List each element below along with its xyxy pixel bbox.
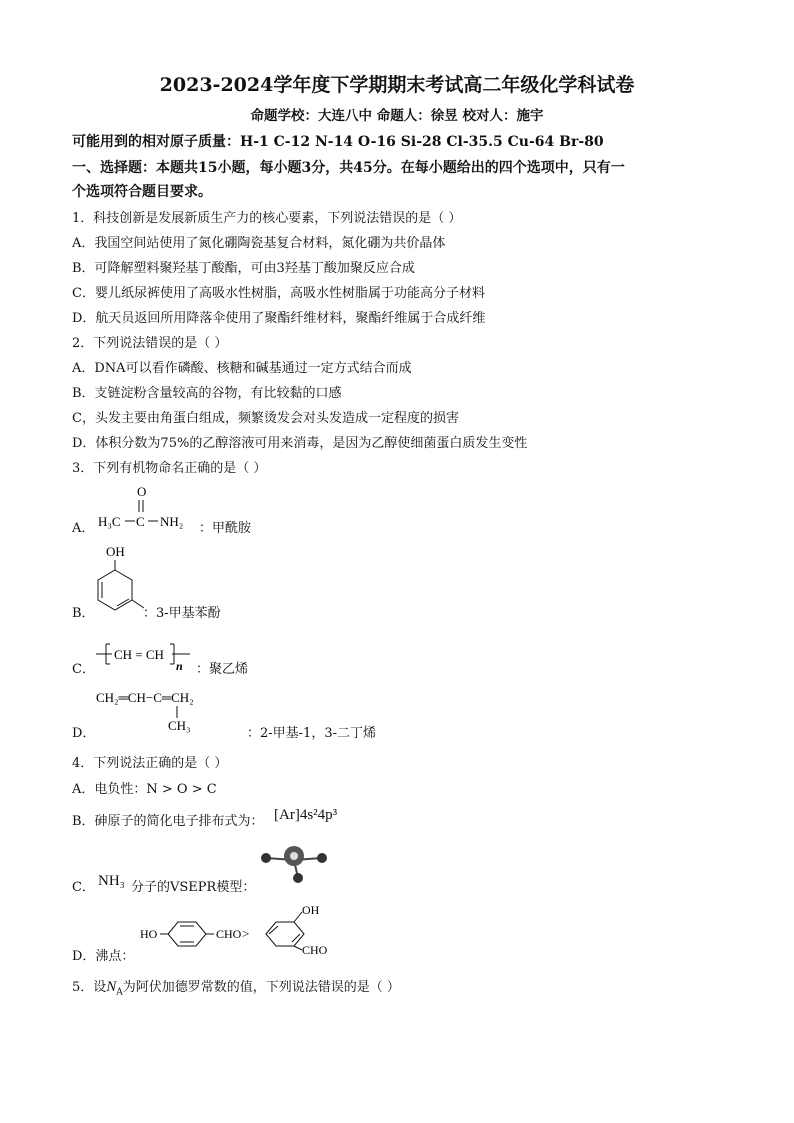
boiling-point-comparison: [138, 898, 348, 960]
q4-option-b-text: B．砷原子的简化电子排布式为：: [72, 814, 264, 829]
methyl-group: H₃C: [98, 514, 121, 529]
polyacetylene-structure: [94, 640, 194, 674]
ammonia-formula: NH₃: [98, 873, 125, 889]
arsenic-configuration: [Ar]4s²4p³: [274, 807, 338, 823]
q4-stem: 4．下列说法正确的是（ ）: [72, 756, 228, 771]
q4-option-a: A．电负性：N > O > C: [72, 782, 217, 797]
para-aldehyde: CHO: [216, 927, 242, 941]
q5-stem-suffix: 为阿伏加德罗常数的值，下列说法错误的是（ ）: [122, 980, 400, 995]
isoprene-structure: [94, 688, 234, 736]
atomic-mass-line: 可能用到的相对原子质量：H-1 C-12 N-14 O-16 Si-28 Cl-35.5 Cu-64 Br-80: [72, 134, 604, 150]
q3-option-d-name: ：2-甲基-1，3-二丁烯: [247, 726, 376, 741]
q4-option-d-label: D．沸点：: [72, 949, 135, 964]
section-heading-line2: 个选项符合题目要求。: [72, 184, 212, 200]
q1-option-d: D．航天员返回所用降落伞使用了聚酯纤维材料，聚酯纤维属于合成纤维: [72, 311, 486, 326]
page-title: 2023-2024学年度下学期期末考试高二年级化学科试卷: [159, 74, 635, 96]
q4-option-c-label: C．: [72, 880, 95, 895]
amino-group: NH₂: [160, 514, 184, 529]
q3-option-b-name: ：3-甲基苯酚: [143, 606, 221, 621]
para-hydroxyl: HO: [140, 927, 158, 941]
q3-option-c-label: C．: [72, 662, 95, 677]
q1-stem: 1．科技创新是发展新质生产力的核心要素，下列说法错误的是（ ）: [72, 211, 462, 226]
repeat-count: n: [176, 659, 183, 673]
greater-than-sign: >: [242, 926, 250, 941]
q1-option-c: C．婴儿纸尿裤使用了高吸水性树脂，高吸水性树脂属于功能高分子材料: [72, 286, 485, 301]
q3-option-d-label: D．: [72, 726, 96, 741]
carbonyl-oxygen: O: [137, 484, 147, 499]
q1-option-a: A．我国空间站使用了氮化硼陶瓷基复合材料，氮化硼为共价晶体: [72, 236, 446, 251]
q2-stem: 2．下列说法错误的是（ ）: [72, 336, 228, 351]
carbonyl-carbon: C: [136, 514, 145, 529]
ortho-hydroxyl: OH: [302, 903, 320, 917]
q1-option-b: B．可降解塑料聚羟基丁酸酯，可由3羟基丁酸加聚反应合成: [72, 261, 415, 276]
avogadro-subscript: A: [116, 987, 123, 998]
hydroxyl-label: OH: [106, 544, 125, 559]
q2-option-d: D．体积分数为75%的乙醇溶液可用来消毒，是因为乙醇使细菌蛋白质发生变性: [72, 436, 528, 451]
q5-stem-prefix: 5．设: [72, 980, 107, 995]
section-heading-line1: 一、选择题：本题共15小题，每小题3分，共45分。在每小题给出的四个选项中，只有一: [72, 160, 625, 176]
q2-option-a: A．DNA可以看作磷酸、核糖和碱基通过一定方式结合而成: [72, 361, 412, 376]
repeat-unit: CH = CH: [114, 647, 164, 662]
main-chain: CH₂═CH−C═CH₂: [96, 690, 194, 705]
q4-option-c-text: 分子的VSEPR模型：: [131, 880, 256, 895]
q2-option-b: B．支链淀粉含量较高的谷物，有比较黏的口感: [72, 386, 342, 401]
q5-stem: [72, 976, 400, 998]
q3-option-a-name: ：甲酰胺: [199, 521, 252, 536]
q2-option-c: C，头发主要由角蛋白组成，频繁烫发会对头发造成一定程度的损害: [72, 411, 459, 426]
q3-option-a-label: A．: [72, 521, 95, 536]
q3-option-c-name: ：聚乙烯: [196, 662, 249, 677]
methyl-branch: CH₃: [168, 718, 191, 733]
vsepr-model-image: [258, 842, 330, 886]
q3-option-b-label: B．: [72, 606, 95, 621]
author-line: 命题学校：大连八中 命题人：徐昱 校对人：施宇: [250, 108, 544, 124]
q3-stem: 3．下列有机物命名正确的是（ ）: [72, 461, 267, 476]
acetamide-structure: [96, 482, 206, 534]
avogadro-symbol: N: [106, 979, 117, 995]
m-cresol-structure: [88, 542, 148, 618]
ortho-aldehyde: CHO: [302, 943, 328, 957]
